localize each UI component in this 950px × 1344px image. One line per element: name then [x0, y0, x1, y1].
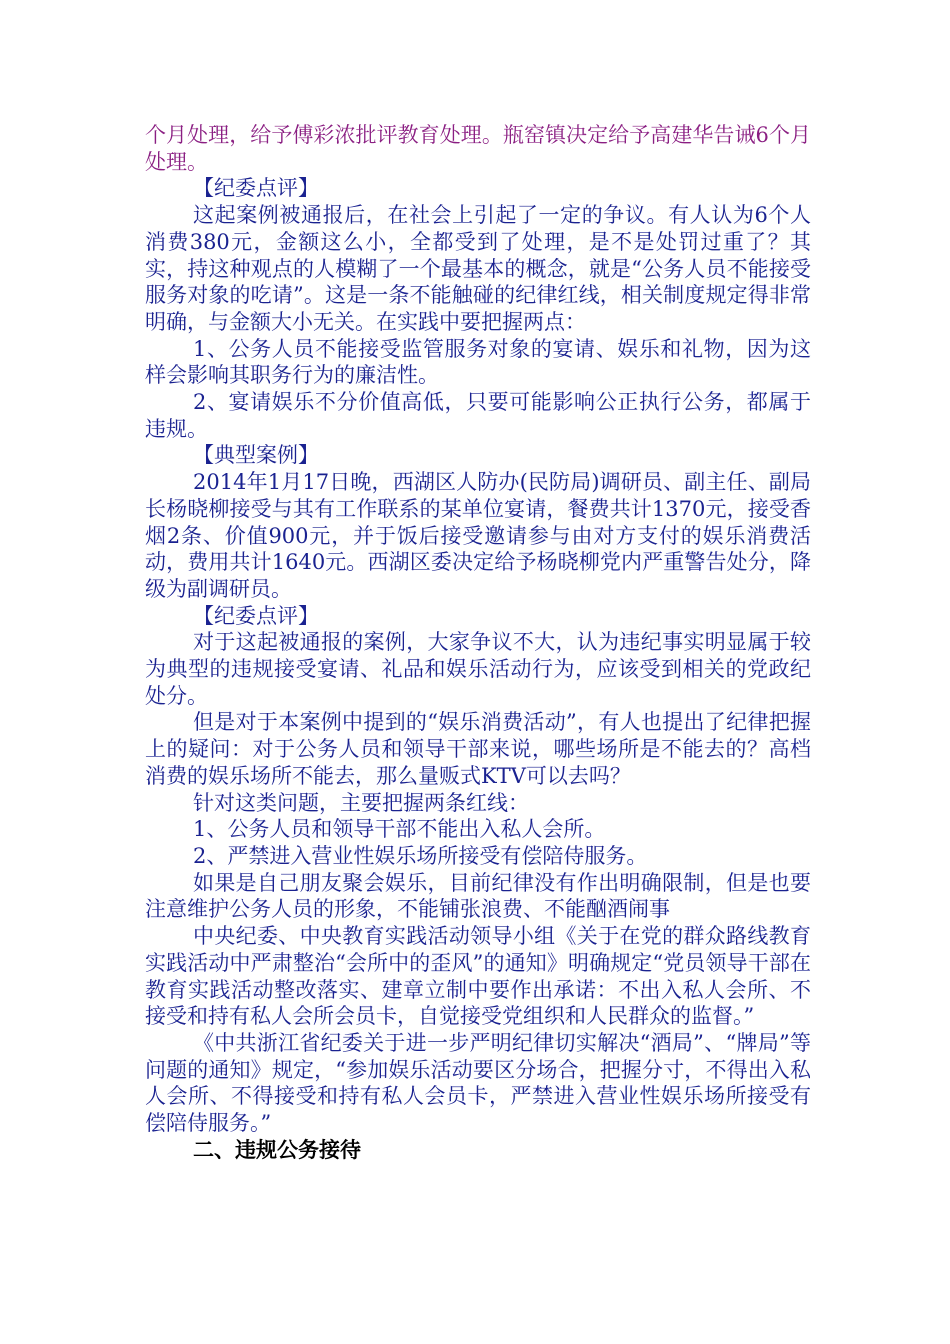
section-heading: 二、违规公务接待 [193, 1136, 361, 1162]
paragraph-case-detail: 2014年1月17日晚，西湖区人防办(民防局)调研员、副主任、副局长杨晓柳接受与其有工作联系的某单位宴请，餐费共计1370元，接受香烟2条、价值900元，并于饭后接受邀请参与由对方支付的娱乐消费活动，费用共计1640元。西湖区委决定给予杨晓柳党内严重警告处分，降级为副调研员。 [145, 470, 811, 601]
paragraph-question: 但是对于本案例中提到的“娱乐消费活动”，有人也提出了纪律把握上的疑问：对于公务人员和领导干部来说，哪些场所是不能去的？高档消费的娱乐场所不能去，那么量贩式KTV可以去吗？ [145, 710, 811, 788]
heading-commentary-2: 【纪委点评】 [193, 603, 319, 628]
paragraph-zhejiang-notice: 《中共浙江省纪委关于进一步严明纪律切实解决“酒局”、“牌局”等问题的通知》规定，“参加娱乐活动要区分场合，把握分寸，不得出入私人会所、不得接受和持有私人会员卡，严禁进入营业性娱乐场所接受有偿陪侍服务。” [145, 1030, 811, 1136]
paragraph-friends-gathering: 如果是自己朋友聚会娱乐，目前纪律没有作出明确限制，但是也要注意维护公务人员的形象，不能铺张浪费、不能酗酒闹事 [145, 870, 811, 922]
heading-typical-case: 【典型案例】 [193, 443, 319, 468]
paragraph-red-line-1: 1、公务人员和领导干部不能出入私人会所。 [193, 817, 606, 842]
paragraph-central-notice: 中央纪委、中央教育实践活动领导小组《关于在党的群众路线教育实践活动中严肃整治“会所中的歪风”的通知》明确规定“党员领导干部在教育实践活动整改落实、建章立制中要作出承诺：不出入私人会所、不接受和持有私人会所会员卡，自觉接受党组织和人民群众的监督。” [145, 924, 811, 1029]
paragraph-point-1: 1、公务人员不能接受监管服务对象的宴请、娱乐和礼物，因为这样会影响其职务行为的廉洁性。 [145, 336, 811, 388]
paragraph-point-2: 2、宴请娱乐不分价值高低，只要可能影响公正执行公务，都属于违规。 [145, 390, 811, 441]
paragraph-commentary-2: 对于这起被通报的案例，大家争议不大，认为违纪事实明显属于较为典型的违规接受宴请、礼品和娱乐活动行为，应该受到相关的党政纪处分。 [145, 630, 811, 708]
paragraph-red-line-2: 2、严禁进入营业性娱乐场所接受有偿陪侍服务。 [193, 843, 648, 868]
heading-commentary-1: 【纪委点评】 [193, 176, 319, 201]
document-page [145, 122, 811, 1163]
paragraph-continuation: 个月处理，给予傅彩浓批评教育处理。瓶窑镇决定给予高建华告诫6个月处理。 [145, 123, 811, 174]
paragraph-commentary-1: 这起案例被通报后，在社会上引起了一定的争议。有人认为6个人消费380元，金额这么小，全都受到了处理，是不是处罚过重了？其实，持这种观点的人模糊了一个最基本的概念，就是“公务人员不能接受服务对象的吃请”。这是一条不能触碰的纪律红线，相关制度规定得非常明确，与金额大小无关。在实践中要把握两点： [145, 203, 811, 334]
paragraph-red-lines-intro: 针对这类问题，主要把握两条红线： [193, 790, 529, 815]
